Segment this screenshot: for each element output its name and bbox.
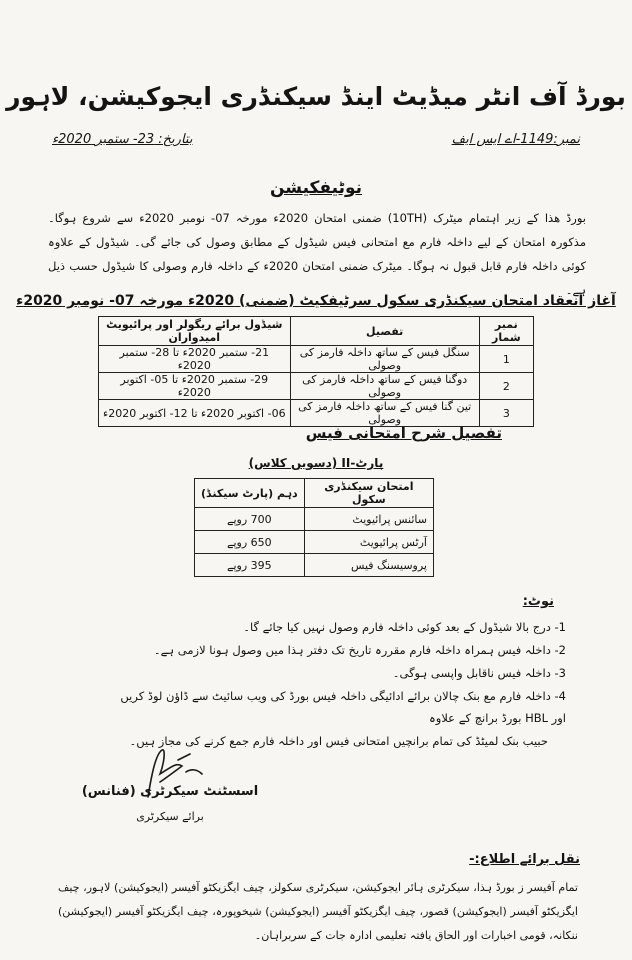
fee-name: پروسیسنگ فیس [304,554,433,577]
column-header-no: نمبر شمار [479,317,533,346]
schedule-title: آغاز انعقاد امتحان سیکنڈری سکول سرٹیفکیٹ (ضمنی) 2020ء مورخہ 07- نومبر 2020ء [16,293,616,309]
column-header-schedule: شیڈول برائے ریگولر اور پرائیویٹ امیدواران [99,317,291,346]
note-item: 4- داخلہ فارم مع بنک چالان برائے ادائیگی داخلہ فیس بورڈ کی ویب سائیٹ سے ڈاؤن لوڈ کریں اور HBL بورڈ برانچ کے علاوہ [120,689,566,725]
column-header-part: دہم (پارٹ سیکنڈ) [195,479,305,508]
notification-date: بتاریخ: 23- ستمبر 2020ء [52,132,193,147]
fee-name: آرٹس پرائیویٹ [304,531,433,554]
notes-list [110,616,566,753]
row-number: 3 [479,400,533,427]
fee-table [194,478,434,577]
row-schedule: 29- ستمبر 2020ء تا 05- اکتوبر 2020ء [99,373,291,400]
note-item-continued: حبیب بنک لمیٹڈ کی تمام برانچیں امتحانی فیس اور داخلہ فارم جمع کرنے کی مجاز ہیں۔ [129,734,548,748]
fee-amount: 650 روپے [195,531,305,554]
table-row [99,373,534,400]
signatory-for: برائے سیکرٹری [136,810,204,823]
note-item: 2- داخلہ فیس ہمراہ داخلہ فارم مقررہ تاریخ تک دفتر ہذا میں وصول ہونا لازمی ہے۔ [153,643,566,657]
column-header-detail: تفصیل [290,317,479,346]
reference-number: نمبر:1149-اے ایس ایف [451,132,580,147]
copy-for-information-text: تمام آفیسر ز بورڈ ہذا، سیکرٹری ہائر ایجوکیشن، سیکرٹری سکولز، چیف ایگزیکٹو آفیسر (ایجوکیشن) لاہور، چیف ایگزیکٹو آفیسر (ایجوکیشن) قصور، چیف ایگزیکٹو آفیسر (ایجوکیشن) شیخوپورہ، چیف ایگزیکٹو آفیسر (ایجوکیشن) ننکانہ، قومی اخبارات اور الحاق یافتہ تعلیمی ادارہ جات کے سربراہان۔ [58,881,578,942]
fee-header-row [195,479,434,508]
row-schedule: 06- اکتوبر 2020ء تا 12- اکتوبر 2020ء [99,400,291,427]
row-detail: تین گنا فیس کے ساتھ داخلہ فارمز کی وصولی [290,400,479,427]
row-detail: سنگل فیس کے ساتھ داخلہ فارمز کی وصولی [290,346,479,373]
notification-heading: نوٹیفکیشن [269,178,363,198]
row-detail: دوگنا فیس کے ساتھ داخلہ فارمز کی وصولی [290,373,479,400]
note-item: 3- داخلہ فیس ناقابل واپسی ہوگی۔ [392,666,566,680]
column-header-exam: امتحان سیکنڈری سکول [304,479,433,508]
row-schedule: 21- ستمبر 2020ء تا 28- ستمبر 2020ء [99,346,291,373]
reference-row [52,132,580,154]
schedule-table [98,316,534,427]
fee-amount: 700 روپے [195,508,305,531]
copy-for-information-title: نقل برائے اطلاع:- [469,852,580,867]
notification-intro: بورڈ ھذا کے زیر اہتمام میٹرک (10TH) ضمنی امتحان 2020ء مورخہ 07- نومبر 2020ء سے شروع ہوگا۔ مذکورہ امتحان کے لیے داخلہ فارم مع امتحانی فیس شیڈول کے مطابق وصول کی جائے گی۔ شیڈول کے علاوہ کوئی داخلہ فارم قابل قبول نہ ہوگا۔ میٹرک ضمنی امتحان 2020ء کے داخلہ فارم وصولی کا شیڈول حسب ذیل ہے۔ [48,211,586,297]
signatory-title: اسسٹنٹ سیکرٹری (فنانس) [81,784,259,799]
notes-title: نوٹ: [522,594,554,609]
row-number: 2 [479,373,533,400]
table-row [195,554,434,577]
table-row [99,400,534,427]
note-item: 1- درج بالا شیڈول کے بعد کوئی داخلہ فارم وصول نہیں کیا جائے گا۔ [243,620,566,634]
part-label: پارٹ-II (دسویں کلاس) [248,456,384,470]
fee-name: سائنس پرائیویٹ [304,508,433,531]
fee-heading: تفصیل شرح امتحانی فیس [305,424,502,442]
board-title: بورڈ آف انٹر میڈیٹ اینڈ سیکنڈری ایجوکیشن، لاہور [6,82,626,111]
table-row [99,346,534,373]
fee-amount: 395 روپے [195,554,305,577]
table-row [195,531,434,554]
table-row [195,508,434,531]
row-number: 1 [479,346,533,373]
schedule-header-row [99,317,534,346]
